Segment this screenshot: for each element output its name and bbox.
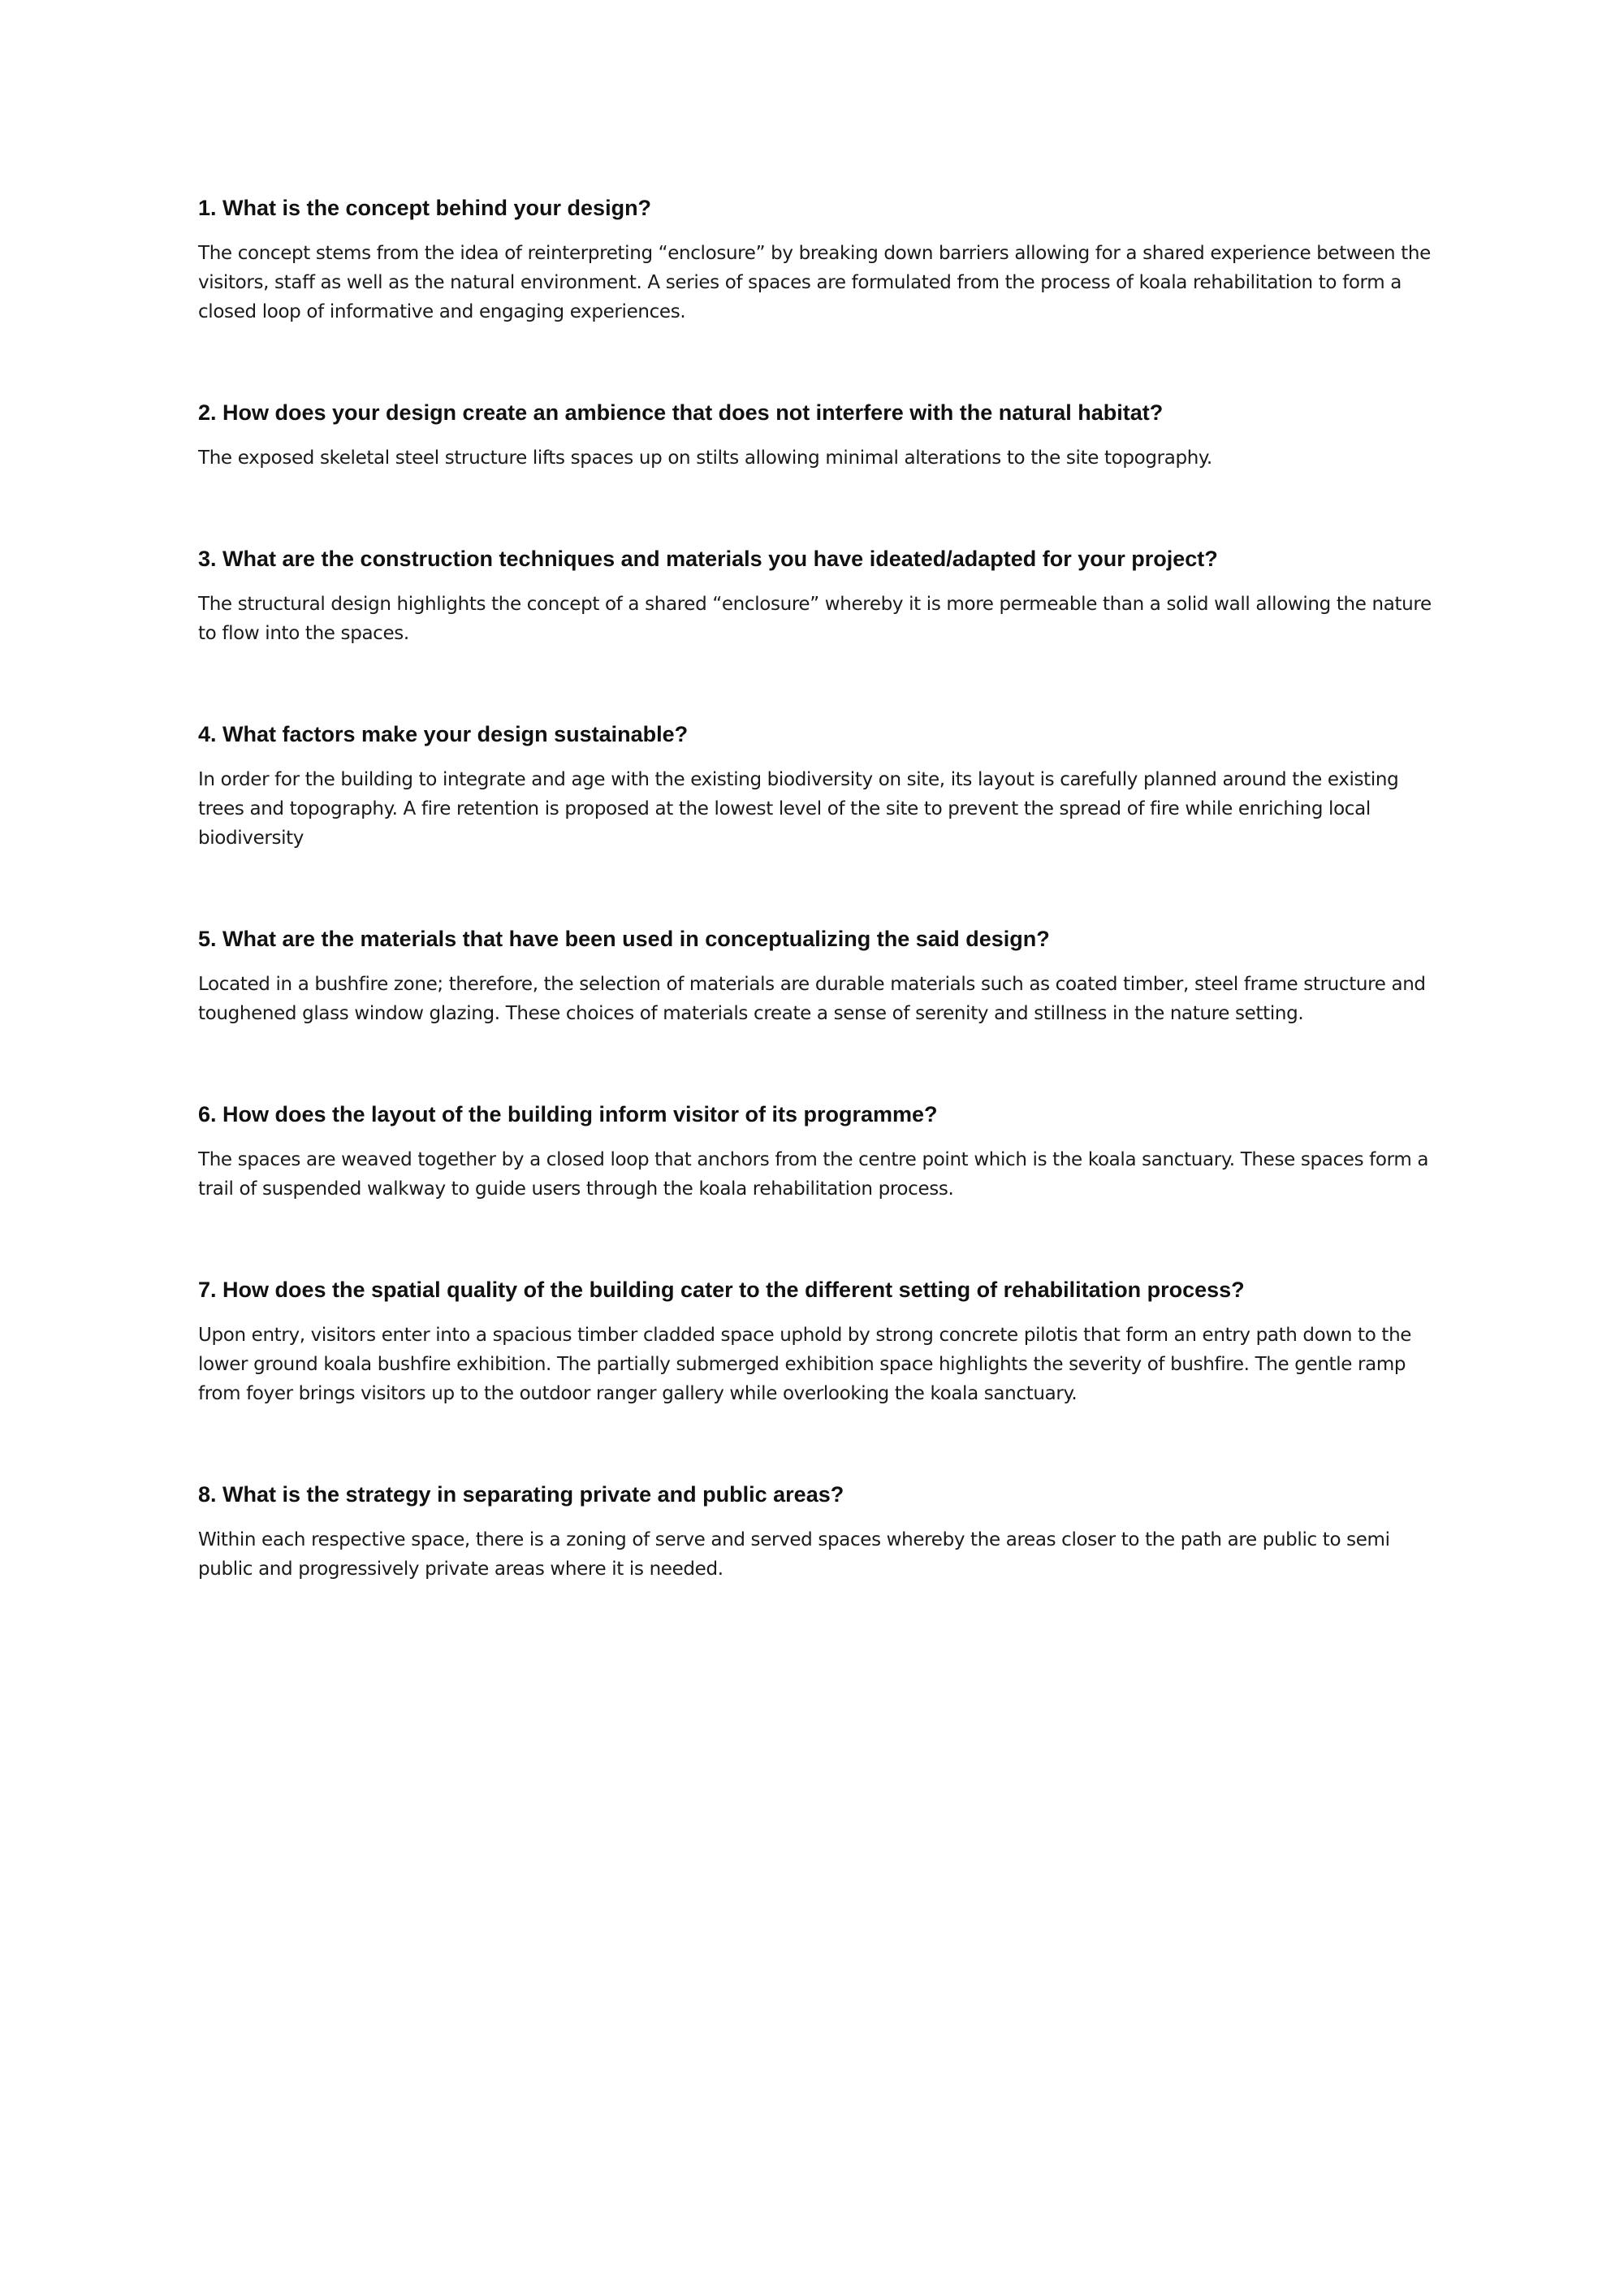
question-heading: 6. How does the layout of the building inform visitor of its programme? [198,1102,938,1126]
qa-section-7 [198,1275,1440,1408]
answer-paragraph: The spaces are weaved together by a closed loop that anchors from the centre point which is the koala sanctuary. These spaces form a trail of suspended walkway to guide users through the koala rehabilitation process. [198,1149,1429,1200]
answer-paragraph: Within each respective space, there is a zoning of serve and served spaces whereby the areas closer to the path are public to semi public and progressively private areas where it is needed. [198,1529,1390,1580]
qa-section-5 [198,924,1440,1028]
question-heading: 1. What is the concept behind your design? [198,196,652,220]
question-heading: 2. How does your design create an ambience that does not interfere with the natural habitat? [198,400,1164,425]
questionnaire [198,193,1440,1584]
qa-section-8 [198,1480,1440,1584]
qa-section-4 [198,720,1440,853]
answer-paragraph: Located in a bushfire zone; therefore, the selection of materials are durable materials such as coated timber, steel frame structure and toughened glass window glazing. These choices of materials create a sense of serenity and stillness in the nature setting. [198,974,1426,1024]
qa-section-2 [198,398,1440,473]
qa-section-6 [198,1100,1440,1204]
question-heading: 4. What factors make your design sustainable? [198,722,689,746]
question-heading: 3. What are the construction techniques and materials you have ideated/adapted for your project? [198,547,1218,571]
question-heading: 5. What are the materials that have been used in conceptualizing the said design? [198,927,1050,951]
answer-paragraph: The exposed skeletal steel structure lifts spaces up on stilts allowing minimal alterations to the site topography. [198,448,1212,469]
question-heading: 7. How does the spatial quality of the building cater to the different setting of rehabilitation process? [198,1278,1245,1302]
qa-section-3 [198,544,1440,648]
answer-paragraph: In order for the building to integrate and age with the existing biodiversity on site, its layout is carefully planned around the existing trees and topography. A fire retention is proposed at the lowest level of the site to prevent the spread of fire while enriching local biodiversity [198,769,1399,849]
question-heading: 8. What is the strategy in separating private and public areas? [198,1482,844,1507]
answer-paragraph: The concept stems from the idea of reinterpreting “enclosure” by breaking down barriers allowing for a shared experience between the visitors, staff as well as the natural environment. A series of spaces are formulated from the process of koala rehabilitation to form a closed loop of informative and engaging experiences. [198,243,1431,322]
qa-section-1 [198,193,1440,326]
answer-paragraph: Upon entry, visitors enter into a spacious timber cladded space uphold by strong concrete pilotis that form an entry path down to the lower ground koala bushfire exhibition. The partially submerged exhibition space highlights the severity of bushfire. The gentle ramp from foyer brings visitors up to the outdoor ranger gallery while overlooking the koala sanctuary. [198,1325,1412,1404]
answer-paragraph: The structural design highlights the concept of a shared “enclosure” whereby it is more permeable than a solid wall allowing the nature to flow into the spaces. [198,594,1432,644]
